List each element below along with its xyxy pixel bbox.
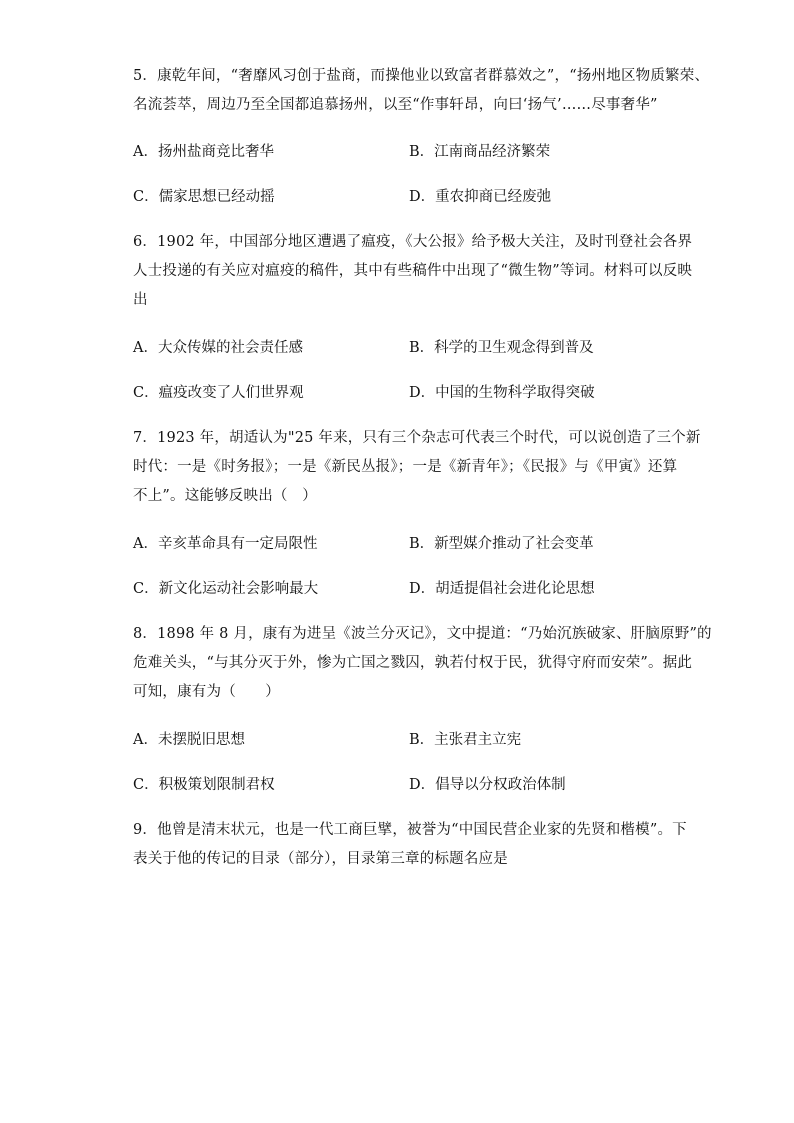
- question-5-options-row-1: [133, 141, 693, 163]
- question-7-option-a[interactable]: A．辛亥革命具有一定局限性: [133, 536, 318, 552]
- question-6-option-b[interactable]: B．科学的卫生观念得到普及: [409, 340, 594, 356]
- question-6-option-a[interactable]: A．大众传媒的社会责任感: [133, 340, 303, 356]
- question-7-stem: [133, 424, 701, 511]
- question-5-option-b[interactable]: B．江南商品经济繁荣: [409, 144, 551, 160]
- question-6-option-d[interactable]: D．中国的生物科学取得突破: [409, 385, 595, 401]
- question-7-options-row-1: [133, 533, 693, 555]
- question-7-options-row-2: [133, 578, 693, 600]
- question-6-options-row-1: [133, 337, 693, 359]
- question-7-line-2: 时代：一是《时务报》；一是《新民丛报》；一是《新青年》；《民报》与《甲寅》还算: [133, 459, 678, 475]
- question-9-line-2: 表关于他的传记的目录（部分），目录第三章的标题名应是: [133, 851, 508, 867]
- question-6-options-row-2: [133, 382, 693, 404]
- question-7-line-3: 不上”。这能够反映出（ ）: [133, 488, 318, 504]
- question-8-option-a[interactable]: A．未摆脱旧思想: [133, 732, 245, 748]
- question-6-stem: [133, 228, 693, 315]
- question-5-option-a[interactable]: A．扬州盐商竞比奢华: [133, 144, 274, 160]
- question-8-option-d[interactable]: D．倡导以分权政治体制: [409, 777, 566, 793]
- question-8-option-b[interactable]: B．主张君主立宪: [409, 732, 522, 748]
- question-5-line-1: 5．康乾年间，“奢靡风习创于盐商，而操他业以致富者群慕效之”，“扬州地区物质繁荣、: [133, 68, 710, 84]
- question-9-line-1: 9．他曾是清末状元，也是一代工商巨擘，被誉为“中国民营企业家的先贤和楷模”。下: [133, 822, 687, 838]
- question-7-option-d[interactable]: D．胡适提倡社会进化论思想: [409, 581, 595, 597]
- question-7-option-b[interactable]: B．新型媒介推动了社会变革: [409, 536, 594, 552]
- question-5-stem: [133, 62, 710, 120]
- question-9-stem: [133, 816, 687, 874]
- question-7-line-1: 7．1923 年，胡适认为"25 年来，只有三个杂志可代表三个时代，可以说创造了三个新: [133, 430, 701, 446]
- question-8-line-1: 8．1898 年 8 月，康有为进呈《波兰分灭记》，文中提道：“乃始沉族破家、肝脑原野”的: [133, 626, 712, 642]
- question-6-option-c[interactable]: C．瘟疫改变了人们世界观: [133, 385, 304, 401]
- question-8-stem: [133, 620, 712, 707]
- question-8-line-3: 可知，康有为（ ）: [133, 684, 280, 700]
- question-8-option-c[interactable]: C．积极策划限制君权: [133, 777, 275, 793]
- question-6-line-1: 6．1902 年，中国部分地区遭遇了瘟疫，《大公报》给予极大关注，及时刊登社会各界: [133, 234, 693, 250]
- question-5-line-2: 名流荟萃，周边乃至全国都追慕扬州，以至“作事轩昂，向曰‘扬气’……尽事奢华”: [133, 97, 658, 113]
- question-5-option-d[interactable]: D．重农抑商已经废弛: [409, 189, 552, 205]
- question-6-line-2: 人士投递的有关应对瘟疫的稿件，其中有些稿件中出现了“微生物”等词。材料可以反映: [133, 263, 693, 279]
- question-6-line-3: 出: [133, 292, 148, 308]
- question-5-options-row-2: [133, 186, 693, 208]
- question-8-options-row-1: [133, 729, 693, 751]
- question-5-option-c[interactable]: C．儒家思想已经动摇: [133, 189, 275, 205]
- question-8-line-2: 危难关头，“与其分灭于外，惨为亡国之戮囚，孰若付权于民，犹得守府而安荣”。据此: [133, 655, 693, 671]
- question-8-options-row-2: [133, 774, 693, 796]
- question-7-option-c[interactable]: C．新文化运动社会影响最大: [133, 581, 319, 597]
